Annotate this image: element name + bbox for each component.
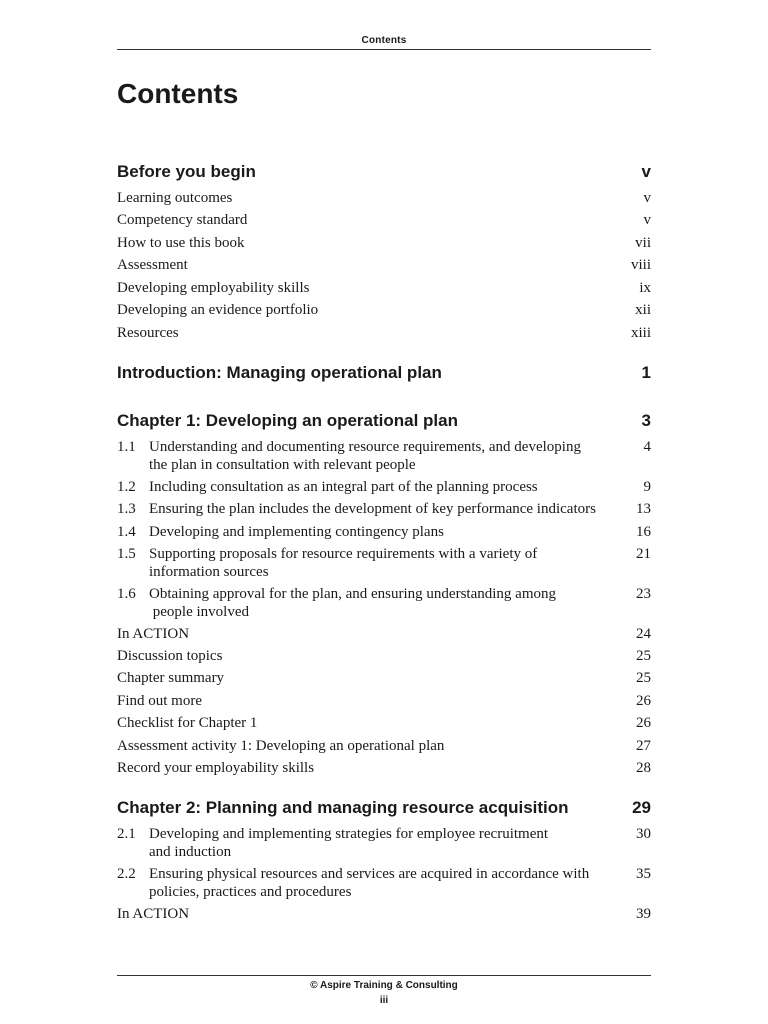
- toc-page-number: 23: [636, 586, 651, 602]
- toc-entry[interactable]: [117, 760, 651, 778]
- toc-page-number: 30: [636, 826, 651, 842]
- running-header: Contents: [361, 35, 407, 46]
- toc-heading-label: Chapter 2: Planning and managing resource acquisition: [117, 798, 569, 817]
- toc-page-number: 35: [636, 866, 651, 882]
- toc-section-number: 2.2: [117, 866, 136, 882]
- toc-entry[interactable]: [117, 738, 651, 756]
- toc-page-number: 26: [636, 715, 651, 731]
- toc-entry-label: Checklist for Chapter 1: [117, 715, 258, 731]
- toc-section-line: Ensuring physical resources and services are acquired in accordance with: [149, 866, 590, 882]
- toc-entry-label: Assessment activity 1: Developing an operational plan: [117, 738, 445, 754]
- toc-section-number: 1.1: [117, 439, 136, 455]
- toc-entry[interactable]: [117, 257, 651, 275]
- toc-page-number: xiii: [630, 325, 651, 341]
- toc-page-number: 26: [636, 693, 651, 709]
- toc-page-number: 3: [641, 411, 651, 430]
- toc-section-line: Developing and implementing contingency plans: [149, 524, 444, 540]
- toc-section-line: Obtaining approval for the plan, and ensuring understanding among: [149, 586, 556, 602]
- toc-heading-label: Introduction: Managing operational plan: [117, 363, 442, 382]
- toc-entry-label: Find out more: [117, 693, 202, 709]
- toc-section-number: 1.4: [117, 524, 136, 540]
- toc-heading-label: Before you begin: [117, 162, 256, 181]
- page-number: iii: [379, 995, 389, 1006]
- toc-entry[interactable]: [117, 648, 651, 666]
- toc-page-number: 21: [636, 546, 651, 562]
- toc-section-1-3[interactable]: [117, 501, 651, 519]
- toc-entry[interactable]: [117, 190, 651, 208]
- toc-section-label: [149, 586, 621, 621]
- toc-entry-label: Record your employability skills: [117, 760, 315, 776]
- toc-entry-label: Learning outcomes: [117, 190, 233, 206]
- toc-entry[interactable]: [117, 906, 651, 924]
- toc-section-line: policies, practices and procedures: [149, 883, 352, 900]
- toc-entry-label: Competency standard: [117, 212, 248, 228]
- toc-entry-label: How to use this book: [117, 235, 245, 251]
- toc-entry[interactable]: [117, 670, 651, 688]
- toc-section-line: Including consultation as an integral part of the planning process: [149, 479, 538, 495]
- toc-heading-before-you-begin[interactable]: [117, 162, 651, 182]
- toc-section-line: information sources: [149, 563, 269, 580]
- toc-section-line: Ensuring the plan includes the development of key performance indicators: [149, 501, 596, 517]
- toc-page-number: v: [641, 162, 651, 181]
- toc-page-number: 13: [636, 501, 651, 517]
- toc-entry-label: In ACTION: [117, 626, 190, 642]
- toc-page-number: ix: [639, 280, 651, 296]
- toc-entry[interactable]: [117, 325, 651, 343]
- page-title: Contents: [117, 78, 239, 109]
- toc-section-2-2[interactable]: [117, 866, 651, 901]
- toc-section-label: [149, 546, 621, 581]
- toc-page-number: 27: [636, 738, 651, 754]
- toc-section-1-6[interactable]: [117, 586, 651, 621]
- toc-page-number: 16: [636, 524, 651, 540]
- toc-entry[interactable]: [117, 626, 651, 644]
- toc-page-number: 29: [632, 798, 651, 817]
- toc-page-number: v: [643, 190, 651, 206]
- toc-section-line: Supporting proposals for resource requirements with a variety of: [149, 546, 538, 562]
- toc-page-number: xii: [635, 302, 651, 318]
- copyright-notice: © Aspire Training & Consulting: [310, 980, 458, 991]
- toc-section-label: [149, 524, 621, 542]
- toc-section-1-1[interactable]: [117, 439, 651, 474]
- toc-entry-label: Discussion topics: [117, 648, 223, 664]
- toc-section-2-1[interactable]: [117, 826, 651, 861]
- footer: [117, 978, 651, 1008]
- toc-section-line: and induction: [149, 843, 232, 860]
- toc-heading-chapter-1[interactable]: [117, 411, 651, 431]
- toc-entry-label: In ACTION: [117, 906, 190, 922]
- toc-entry-label: Chapter summary: [117, 670, 225, 686]
- toc-section-number: 1.3: [117, 501, 136, 517]
- toc-section-line: Developing and implementing strategies for employee recruitment: [149, 826, 549, 842]
- toc-page-number: 1: [641, 363, 651, 382]
- toc-section-label: [149, 501, 621, 519]
- toc-entry-label: Assessment: [117, 257, 188, 273]
- toc-section-number: 2.1: [117, 826, 136, 842]
- footer-rule: [117, 975, 651, 976]
- toc-section-label: [149, 479, 621, 497]
- toc-page-number: 4: [643, 439, 651, 455]
- toc-entry[interactable]: [117, 715, 651, 733]
- toc-page-number: 25: [636, 670, 651, 686]
- toc-page-number: 28: [636, 760, 651, 776]
- toc-section-label: [149, 439, 621, 474]
- toc-section-label: [149, 826, 621, 861]
- toc-entry-label: Resources: [117, 325, 179, 341]
- toc-entry[interactable]: [117, 280, 651, 298]
- header-rule: [117, 49, 651, 50]
- toc-page-number: vii: [635, 235, 651, 251]
- toc-entry[interactable]: [117, 212, 651, 230]
- toc-section-number: 1.6: [117, 586, 136, 602]
- toc-page-number: 39: [636, 906, 651, 922]
- toc-section-line: the plan in consultation with relevant people: [149, 456, 416, 473]
- toc-entry-label: Developing an evidence portfolio: [117, 302, 319, 318]
- toc-page-number: 25: [636, 648, 651, 664]
- toc-entry[interactable]: [117, 693, 651, 711]
- toc-section-line: Understanding and documenting resource requirements, and developing: [149, 439, 581, 455]
- toc-heading-chapter-2[interactable]: [117, 798, 651, 818]
- toc-page-number: 9: [643, 479, 651, 495]
- toc-section-1-4[interactable]: [117, 524, 651, 542]
- toc-section-line: people involved: [149, 603, 249, 620]
- toc-page-number: 24: [636, 626, 651, 642]
- toc-page-number: v: [643, 212, 651, 228]
- toc-section-number: 1.2: [117, 479, 136, 495]
- toc-entry[interactable]: [117, 302, 651, 320]
- toc-section-1-2[interactable]: [117, 479, 651, 497]
- toc-heading-label: Chapter 1: Developing an operational plan: [117, 411, 458, 430]
- toc-section-1-5[interactable]: [117, 546, 651, 581]
- toc-page-number: viii: [630, 257, 651, 273]
- toc-entry[interactable]: [117, 235, 651, 253]
- toc-section-label: [149, 866, 621, 901]
- toc-heading-introduction[interactable]: [117, 363, 651, 383]
- toc-entry-label: Developing employability skills: [117, 280, 310, 296]
- toc-section-number: 1.5: [117, 546, 136, 562]
